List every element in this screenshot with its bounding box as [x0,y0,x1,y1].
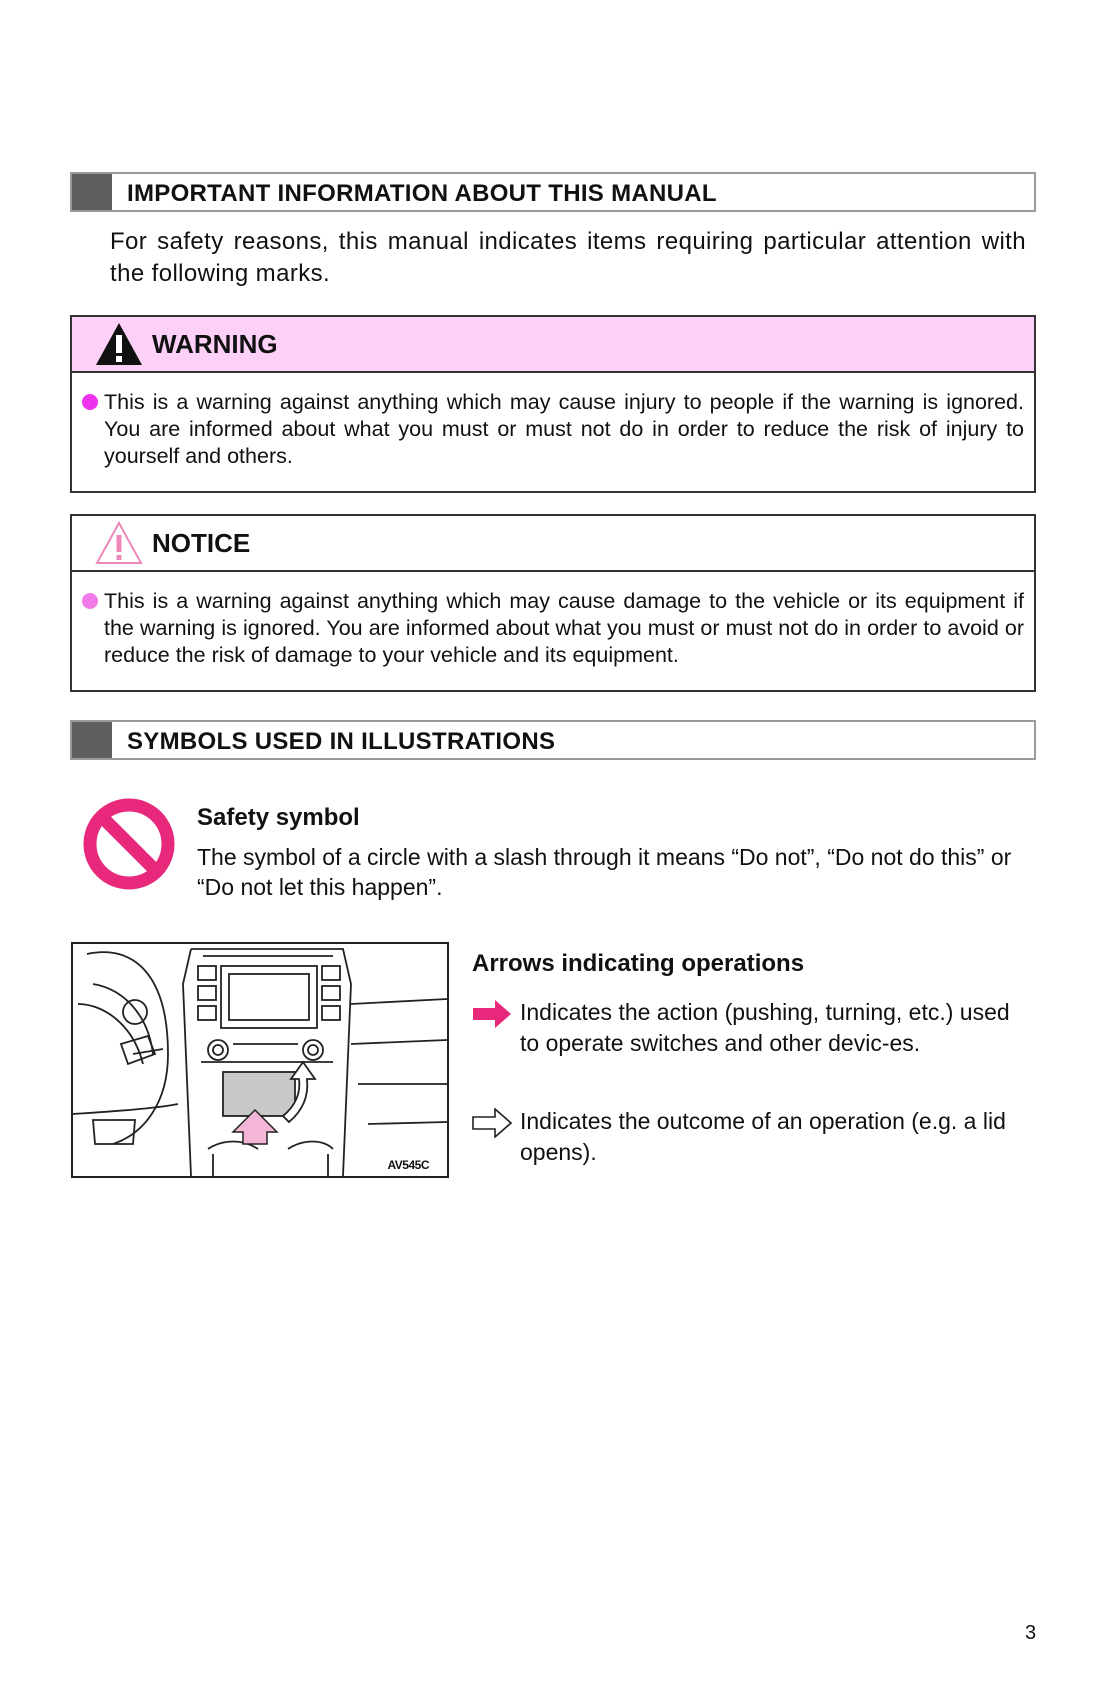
intro-paragraph: For safety reasons, this manual indicates items requiring particular attention with the following marks. [110,228,1026,287]
section-header-bar [72,722,112,758]
filled-arrow-icon [472,999,512,1029]
safety-symbol-text: The symbol of a circle with a slash through it means “Do not”, “Do not do this” or “Do not let this happen”. [197,844,1012,900]
notice-label: NOTICE [152,528,251,558]
notice-text: This is a warning against anything which may cause damage to the vehicle or its equipment if the warning is ignored. You are informed about what you must or must not do in order to avoid or reduce the risk of damage to your vehicle and its equipment. [104,589,1024,667]
warning-body [72,373,1034,490]
dashboard-drawing [73,944,447,1176]
notice-triangle-icon [94,520,144,566]
warning-box [70,315,1036,493]
action-arrow-item [472,997,1032,1059]
page-number: 3 [1025,1622,1037,1644]
warning-header [72,317,1034,373]
notice-body [72,572,1034,689]
illustration-code: AV545C [387,1158,429,1172]
section-header-bar [72,174,112,210]
outcome-arrow-item [472,1106,1032,1168]
bullet-icon [82,593,98,609]
outcome-arrow-text: Indicates the outcome of an operation (e.g. a lid opens). [520,1108,1006,1165]
dashboard-illustration [71,942,449,1178]
warning-label: WARNING [152,329,278,359]
outline-arrow-icon [472,1108,512,1138]
warning-triangle-icon [94,321,144,367]
section-header-symbols [70,720,1036,760]
arrows-title: Arrows indicating operations [472,950,805,977]
action-arrow-text: Indicates the action (pushing, turning, etc.) used to operate switches and other devic-es. [520,999,1010,1056]
notice-header [72,516,1034,572]
section-header-important-info [70,172,1036,212]
bullet-icon [82,394,98,410]
notice-box [70,514,1036,692]
section-title: IMPORTANT INFORMATION ABOUT THIS MANUAL [127,180,717,207]
prohibition-icon [82,797,176,891]
warning-text: This is a warning against anything which may cause injury to people if the warning is ignored. You are informed about what you must or must not do in order to reduce the risk of injury to yourself and others. [104,390,1024,468]
safety-symbol-title: Safety symbol [197,804,360,831]
section-title: SYMBOLS USED IN ILLUSTRATIONS [127,728,556,755]
